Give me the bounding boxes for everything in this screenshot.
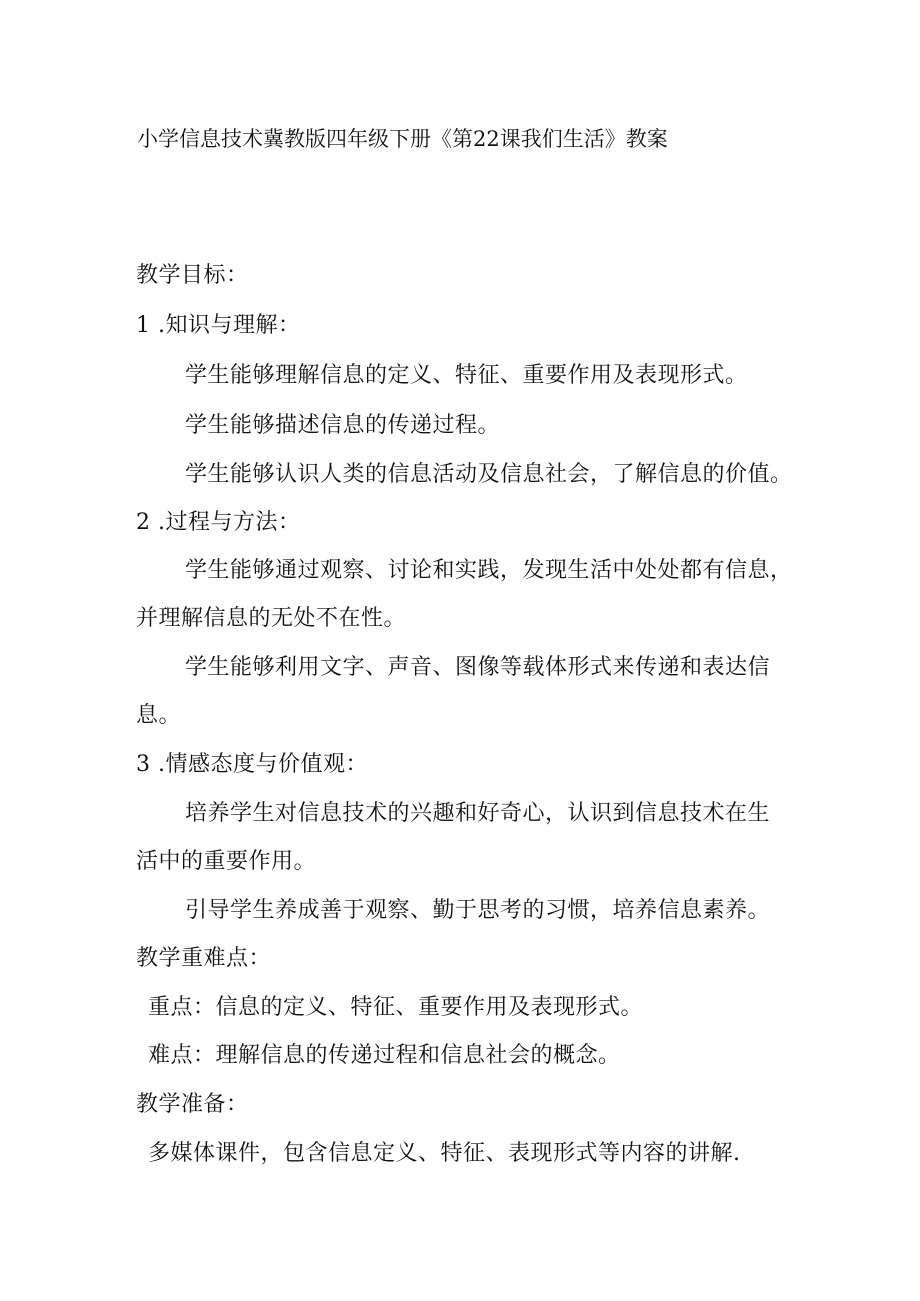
objective-1-point-1: 学生能够理解信息的定义、特征、重要作用及表现形式。 — [185, 363, 748, 388]
key-points-heading: 教学重难点： — [136, 946, 272, 971]
objectives-heading: 教学目标： — [136, 263, 249, 288]
objective-1-label: 1 .知识与理解： — [136, 313, 301, 338]
preparation-text: 多媒体课件，包含信息定义、特征、表现形式等内容的讲解. — [148, 1141, 741, 1166]
objective-2-paragraph-1-line-2: 并理解信息的无处不在性。 — [136, 606, 407, 631]
objective-1-point-3: 学生能够认识人类的信息活动及信息社会，了解信息的价值。 — [185, 462, 793, 487]
document-title: 小学信息技术冀教版四年级下册《第22课我们生活》教案 — [137, 127, 668, 151]
objective-3-label: 3 .情感态度与价值观： — [136, 752, 368, 777]
objective-1-point-2: 学生能够描述信息的传递过程。 — [185, 413, 501, 438]
key-point-text: 重点：信息的定义、特征、重要作用及表现形式。 — [148, 995, 644, 1020]
objective-2-paragraph-1-line-1: 学生能够通过观察、讨论和实践，发现生活中处处都有信息， — [185, 558, 793, 583]
objective-3-paragraph-1-line-1: 培养学生对信息技术的兴趣和好奇心，认识到信息技术在生 — [185, 801, 771, 826]
objective-3-paragraph-2: 引导学生养成善于观察、勤于思考的习惯，培养信息素养。 — [185, 898, 771, 923]
objective-2-paragraph-2-line-1: 学生能够利用文字、声音、图像等载体形式来传递和表达信 — [185, 655, 771, 680]
objective-2-label: 2 .过程与方法： — [136, 510, 301, 535]
objective-3-paragraph-1-line-2: 活中的重要作用。 — [136, 849, 317, 874]
preparation-heading: 教学准备： — [136, 1092, 249, 1117]
difficult-point-text: 难点：理解信息的传递过程和信息社会的概念。 — [148, 1043, 621, 1068]
objective-2-paragraph-2-line-2: 息。 — [136, 703, 182, 728]
